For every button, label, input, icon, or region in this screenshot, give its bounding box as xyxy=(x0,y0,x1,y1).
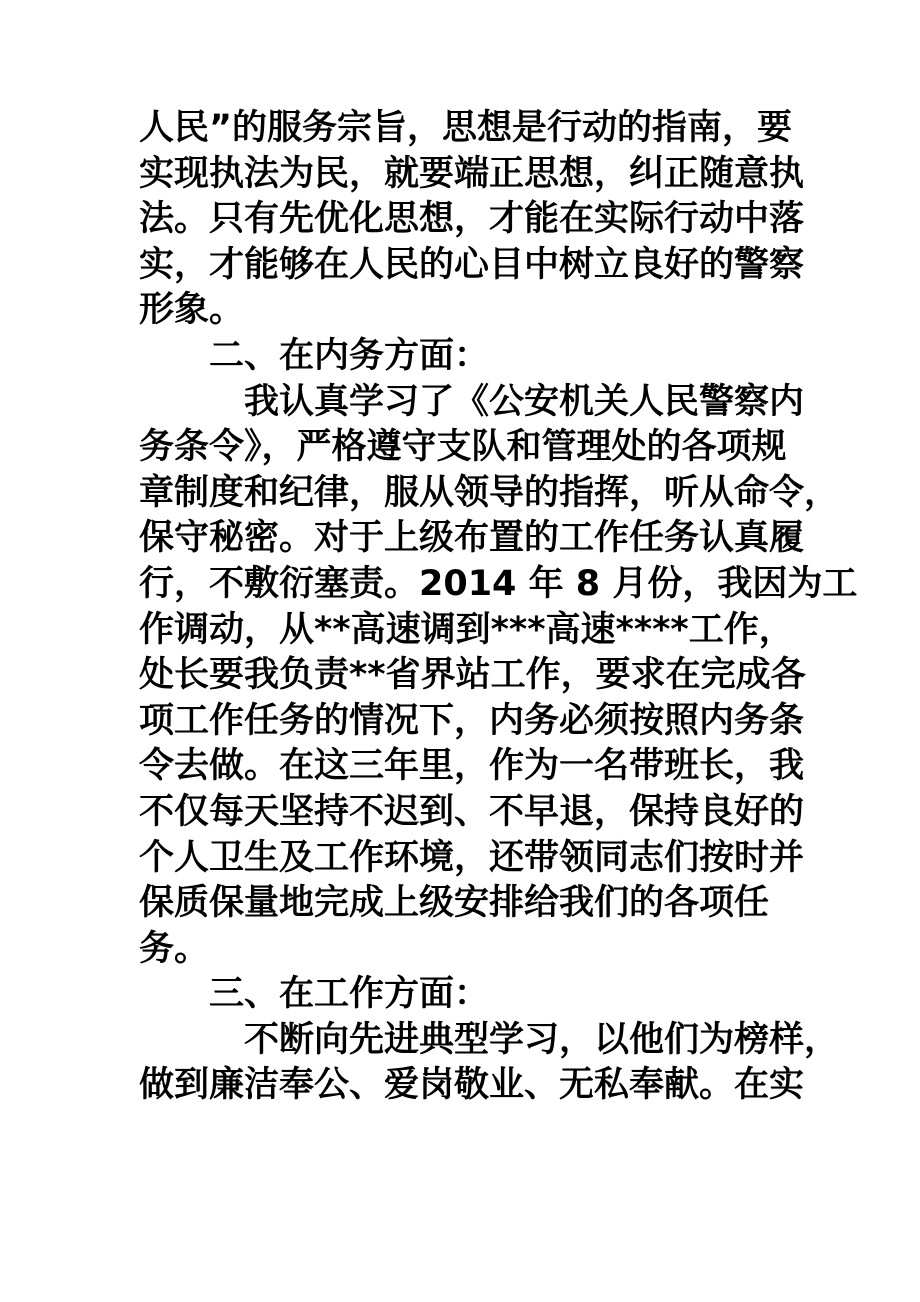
text-line: 令去做。在这三年里，作为一名带班长，我 xyxy=(139,746,805,787)
text-line: 实现执法为民，就要端正思想，纠正随意执 xyxy=(139,153,805,194)
text-line: 务。 xyxy=(139,928,210,969)
text-line: 行，不敷衍塞责。2014 年 8 月份，我因为工 xyxy=(139,563,858,604)
body-text xyxy=(139,106,858,1109)
text-line: 不断向先进典型学习，以他们为榜样， xyxy=(244,1019,840,1060)
text-line: 项工作任务的情况下，内务必须按照内务条 xyxy=(139,700,805,741)
text-line: 个人卫生及工作环境，还带领同志们按时并 xyxy=(139,837,805,878)
text-line: 章制度和纪律，服从领导的指挥，听从命令， xyxy=(139,472,840,513)
text-line: 保质保量地完成上级安排给我们的各项任 xyxy=(139,883,770,924)
text-line: 形象。 xyxy=(139,290,245,331)
section-heading: 二、在内务方面： xyxy=(209,335,490,376)
text-line: 保守秘密。对于上级布置的工作任务认真履 xyxy=(139,518,805,559)
text-line: 做到廉洁奉公、爱岗敬业、无私奉献。在实 xyxy=(139,1065,805,1106)
text-line: 人民”的服务宗旨，思想是行动的指南，要 xyxy=(139,108,793,148)
text-line: 我认真学习了《公安机关人民警察内 xyxy=(244,381,805,422)
text-line: 务条令》，严格遵守支队和管理处的各项规 xyxy=(139,427,787,468)
text-line: 不仅每天坚持不迟到、不早退，保持良好的 xyxy=(139,791,805,832)
text-line: 实，才能够在人民的心目中树立良好的警察 xyxy=(139,244,805,285)
text-line: 作调动，从**高速调到***高速****工作， xyxy=(139,609,794,650)
text-line: 法。只有先优化思想，才能在实际行动中落 xyxy=(139,199,805,240)
section-heading: 三、在工作方面： xyxy=(209,974,490,1015)
text-line: 处长要我负责**省界站工作，要求在完成各 xyxy=(139,655,806,696)
